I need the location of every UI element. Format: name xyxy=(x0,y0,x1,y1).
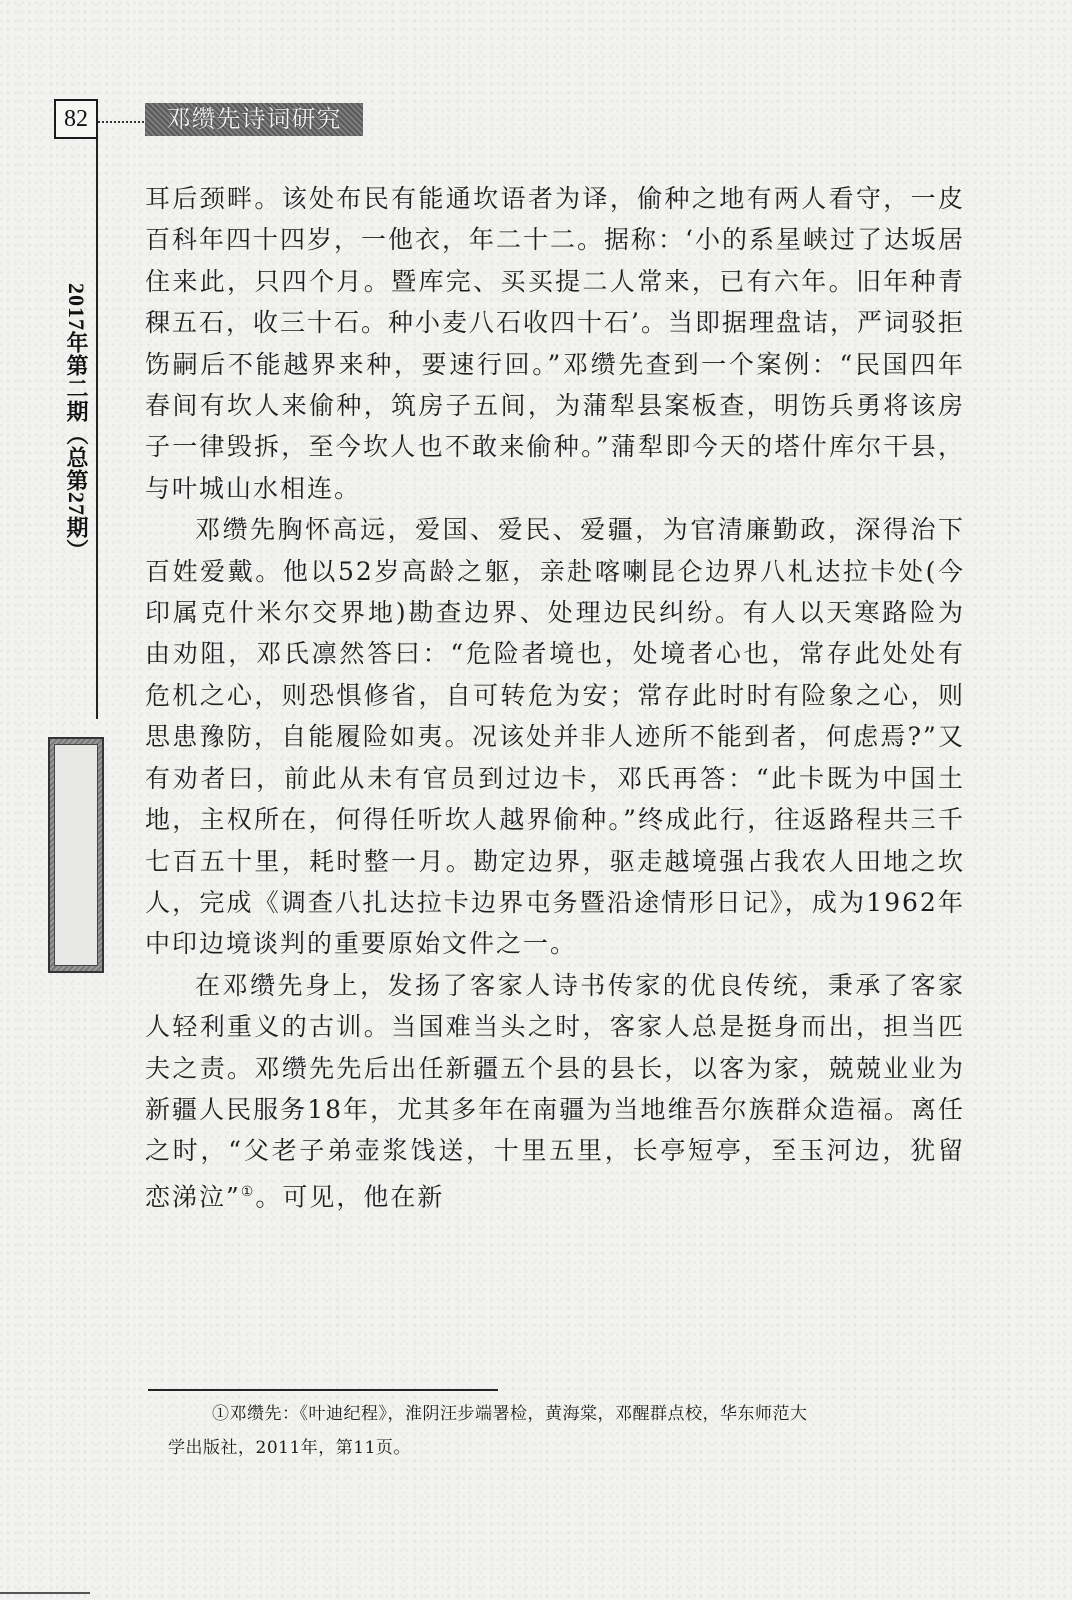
footnote-divider xyxy=(148,1389,498,1391)
footnote-line-2: 学出版社，2011年，第11页。 xyxy=(168,1438,411,1458)
journal-seal-logo xyxy=(48,737,104,973)
bottom-edge-rule xyxy=(0,1592,90,1594)
footnote-marker[interactable]: ① xyxy=(240,1183,256,1200)
paragraph-3-text: 在邓缵先身上，发扬了客家人诗书传家的优良传统，秉承了客家人轻利重义的古训。当国难当头之时，客家人总是挺身而出，担当匹夫之责。邓缵先先后出任新疆五个县的县长，以客为家，兢兢业业为新疆人民服务18年，尤其多年在南疆为当地维吾尔族群众造福。离任之时，“父老子弟壶浆饯送，十里五里，长亭短亭，至玉河边，犹留恋涕泣” xyxy=(145,970,965,1212)
paragraph-1: 耳后颈畔。该处布民有能通坎语者为译，偷种之地有两人看守，一皮百科年四十四岁，一他衣，年二十二。据称：‘小的系星峡过了达坂居住来此，只四个月。暨库完、买买提二人常来，已有六年。旧年种青稞五石，收三十石。种小麦八石收四十石’。当即据理盘诘，严词驳拒饬嗣后不能越界来种，要速行回。”邓缵先查到一个案例：“民国四年春间有坎人来偷种，筑房子五间，为蒲犁县案板查，明饬兵勇将该房子一律毁拆，至今坎人也不敢来偷种。”蒲犁即今天的塔什库尔干县，与叶城山水相连。 xyxy=(145,184,965,503)
article-body xyxy=(145,178,965,1217)
page-number: 82 xyxy=(54,99,98,139)
seal-calligraphy-icon xyxy=(54,744,98,966)
footnote-line-1: ①邓缵先：《叶迪纪程》，淮阴汪步端署检，黄海棠，邓醒群点校，华东师范大 xyxy=(212,1404,808,1424)
issue-label: 2017年第二期（总第27期） xyxy=(64,283,89,562)
running-title: 邓缵先诗词研究 xyxy=(145,103,363,136)
footnote xyxy=(168,1397,968,1465)
header-divider xyxy=(98,121,144,123)
paragraph-3-tail: 。可见，他在新 xyxy=(255,1182,445,1212)
paragraph-3 xyxy=(145,965,965,1218)
paragraph-2: 邓缵先胸怀高远，爱国、爱民、爱疆，为官清廉勤政，深得治下百姓爱戴。他以52岁高龄之躯，亲赴喀喇昆仑边界八札达拉卡处(今印属克什米尔交界地)勘查边界、处理边民纠纷。有人以天寒路险为由劝阻，邓氏凛然答曰：“危险者境也，处境者心也，常存此处处有危机之心，则恐惧修省，自可转危为安；常存此时时有险象之心，则思患豫防，自能履险如夷。况该处并非人迹所不能到者，何虑焉?”又有劝者曰，前此从未有官员到过边卡，邓氏再答：“此卡既为中国土地，主权所在，何得任听坎人越界偷种。”终成此行，往返路程共三千七百五十里，耗时整一月。勘定边界，驱走越境强占我农人田地之坎人，完成《调查八扎达拉卡边界屯务暨沿途情形日记》，成为1962年中印边境谈判的重要原始文件之一。 xyxy=(145,515,965,959)
margin-rule xyxy=(96,139,98,719)
